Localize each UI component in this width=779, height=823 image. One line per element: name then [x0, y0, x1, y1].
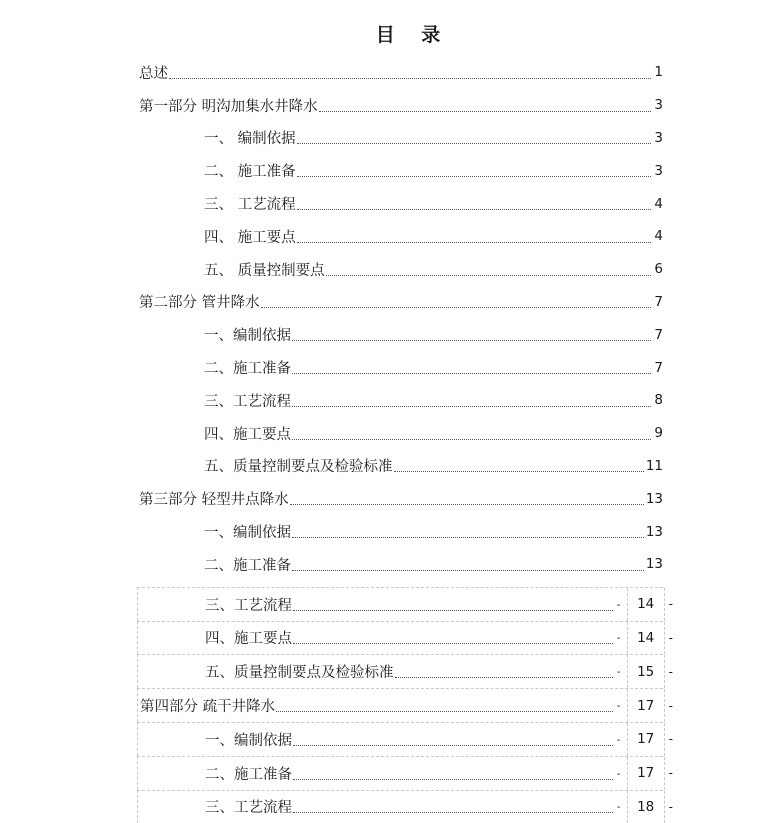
toc-entry-page: 11: [645, 457, 663, 474]
toc-page-dash: -: [668, 732, 673, 747]
toc-entry[interactable]: [139, 56, 663, 89]
toc-leader-dots: [297, 143, 651, 144]
toc-leader-dots: [319, 111, 651, 112]
toc-page-dash: -: [616, 800, 621, 814]
toc-entry-page: 9: [654, 425, 663, 442]
toc-leader-dots: [292, 570, 644, 571]
toc-entry[interactable]: [139, 417, 663, 450]
toc-leader-dots: [261, 307, 651, 308]
toc-entry[interactable]: [139, 154, 663, 187]
toc-entry-label: 五、质量控制要点及检验标准: [205, 665, 394, 682]
toc-entry-page: 7: [654, 359, 663, 376]
toc-entry-page: 3: [654, 162, 663, 179]
toc-entry[interactable]: [139, 384, 663, 417]
toc-entry-label: 一、编制依据: [204, 328, 291, 345]
toc-entry-page: 3: [654, 97, 663, 114]
toc-entry-label: 二、 施工准备: [204, 164, 296, 181]
toc-entry-label: 四、施工要点: [204, 426, 291, 443]
toc-entry-page: 17: [627, 723, 665, 756]
toc-entry[interactable]: [139, 515, 663, 548]
toc-entry[interactable]: [137, 722, 673, 756]
toc-entry[interactable]: [139, 253, 663, 286]
toc-page-dash: -: [668, 698, 673, 713]
toc-leader-dots: [326, 275, 651, 276]
toc-entry-label: 三、工艺流程: [205, 597, 292, 614]
toc-entry-label: 三、工艺流程: [204, 393, 291, 410]
toc-page-dash: -: [668, 766, 673, 781]
toc-entry-page: 6: [654, 261, 663, 278]
toc-entry-label: 第二部分 管井降水: [139, 295, 260, 312]
toc-leader-dots: [292, 439, 651, 440]
toc-page-dash: -: [616, 732, 621, 746]
toc-leader-dots: [169, 78, 651, 79]
toc-entry[interactable]: [139, 548, 663, 581]
toc-entry[interactable]: [137, 654, 673, 688]
toc-entry-page: 17: [627, 757, 665, 790]
table-of-contents: [139, 56, 673, 823]
toc-entry-page: 13: [645, 490, 663, 507]
toc-page-dash: -: [668, 799, 673, 814]
toc-leader-dots: [394, 471, 644, 472]
toc-entry[interactable]: [137, 587, 673, 621]
toc-entry-label: 二、施工准备: [205, 766, 292, 783]
toc-entry-page: 7: [654, 293, 663, 310]
toc-entry-label: 四、 施工要点: [204, 229, 296, 246]
toc-entry[interactable]: [139, 89, 663, 122]
toc-entry-page: 13: [645, 523, 663, 540]
toc-entry[interactable]: [139, 122, 663, 155]
toc-entry[interactable]: [139, 450, 663, 483]
toc-entry-label: 一、 编制依据: [204, 131, 296, 148]
toc-entry-label: 第三部分 轻型井点降水: [139, 492, 289, 509]
toc-leader-dots: [293, 643, 613, 644]
toc-page-dash: -: [616, 699, 621, 713]
toc-entry-label: 一、编制依据: [204, 525, 291, 542]
toc-entry-page: 3: [654, 129, 663, 146]
toc-page-dash: -: [616, 631, 621, 645]
toc-leader-dots: [297, 242, 651, 243]
toc-leader-dots: [292, 340, 651, 341]
toc-entry-page: 8: [654, 392, 663, 409]
toc-page-dash: -: [616, 766, 621, 780]
toc-entry-page: 18: [627, 791, 665, 823]
toc-entry-label: 三、工艺流程: [205, 800, 292, 817]
toc-leader-dots: [293, 745, 613, 746]
toc-entry-label: 二、施工准备: [204, 557, 291, 574]
toc-entry-page: 13: [645, 556, 663, 573]
toc-entry-label: 三、 工艺流程: [204, 197, 296, 214]
toc-entry[interactable]: [139, 286, 663, 319]
toc-entry[interactable]: [139, 220, 663, 253]
toc-entry[interactable]: [137, 790, 673, 823]
toc-title: 目 录: [375, 24, 451, 46]
toc-entry-label: 二、施工准备: [204, 361, 291, 378]
toc-entry-page: 15: [627, 655, 665, 688]
toc-leader-dots: [292, 537, 644, 538]
toc-page-dash: -: [668, 664, 673, 679]
toc-leader-dots: [297, 176, 651, 177]
toc-page-dash: -: [616, 665, 621, 679]
toc-leader-dots: [276, 711, 613, 712]
toc-leader-dots: [293, 779, 613, 780]
toc-leader-dots: [395, 677, 613, 678]
toc-leader-dots: [293, 812, 613, 813]
toc-page-dash: -: [668, 597, 673, 612]
toc-page-dash: -: [616, 597, 621, 611]
toc-entry-label: 总述: [139, 65, 168, 82]
toc-leader-dots: [293, 610, 613, 611]
toc-entry-label: 五、质量控制要点及检验标准: [204, 459, 393, 476]
toc-entry-page: 1: [654, 64, 663, 81]
toc-entry-label: 五、 质量控制要点: [204, 262, 325, 279]
toc-entry[interactable]: [137, 756, 673, 790]
toc-entry-label: 四、施工要点: [205, 631, 292, 648]
toc-entry-page: 14: [627, 622, 665, 655]
toc-entry-page: 14: [627, 588, 665, 621]
toc-entry-label: 第四部分 疏干井降水: [140, 699, 276, 716]
toc-entry-label: 一、编制依据: [205, 732, 292, 749]
toc-leader-dots: [292, 373, 651, 374]
toc-entry[interactable]: [139, 351, 663, 384]
toc-page-dash: -: [668, 630, 673, 645]
toc-entry-page: 4: [654, 228, 663, 245]
toc-entry[interactable]: [139, 318, 663, 351]
toc-leader-dots: [292, 406, 651, 407]
toc-entry-label: 第一部分 明沟加集水井降水: [139, 98, 318, 115]
toc-leader-dots: [297, 209, 651, 210]
toc-entry[interactable]: [139, 482, 663, 515]
toc-entry[interactable]: [137, 621, 673, 655]
toc-entry-page: 4: [654, 195, 663, 212]
toc-leader-dots: [290, 504, 644, 505]
toc-entry[interactable]: [139, 187, 663, 220]
toc-entry[interactable]: [137, 688, 673, 722]
toc-entry-page: 7: [654, 326, 663, 343]
toc-entry-page: 17: [627, 689, 665, 722]
